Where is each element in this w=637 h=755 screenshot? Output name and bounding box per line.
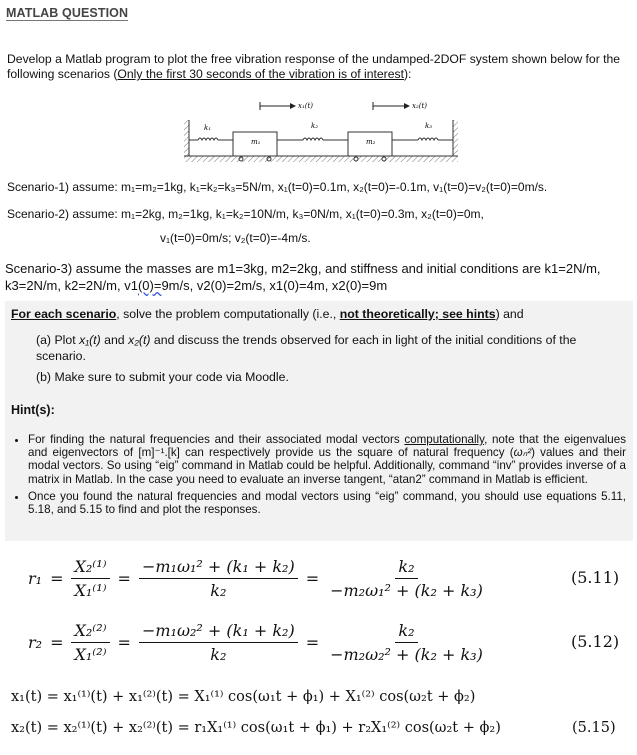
floor [184,156,458,162]
eq511-right [327,557,486,600]
item-a-rest: and discuss the trends observed for each in light of the initial conditions of the scenario. [36,333,577,363]
item-a-prefix: (a) Plot [36,333,80,347]
hint-item-1 [28,433,626,486]
scenario-3-line2 [5,277,633,294]
spring-k3 [392,138,453,140]
eq-number-5-15: (5.15) [572,720,616,736]
eq512-equals-2: = [117,632,131,652]
hint1-underlined: computationally [404,433,485,446]
scenario-1: Scenario-1) assume: m₁=m₂=1kg, k₁=k₂=k₃=5N/m, x₁(t=0)=0.1m, x₂(t=0)=-0.1m, v₁(t=0)=v₂(t=0)=0m/s. [7,180,548,194]
eq512-r2: r₂ [28,632,43,652]
eq511-mid-den: k₂ [210,580,227,600]
intro-text: Develop a Matlab program to plot the free vibration response of the undamped-2DOF system shown below for the following scenarios ( [7,52,621,81]
eq511-right-den: −m₂ω₁² + (k₂ + k₃) [330,580,483,600]
eq512-mid-den: k₂ [210,644,227,664]
spring-k1 [189,138,233,140]
m2-label: m₂ [366,138,376,146]
k3-label: k₃ [425,122,433,130]
eq511-ratio-num: X₂⁽¹⁾ [71,557,109,579]
scenario-3-line1: Scenario-3) assume the masses are m1=3kg, m2=2kg, and stiffness and initial conditions are k1=2N/m, [5,261,601,276]
k1-label: k₁ [204,124,212,132]
hint-item-2: • Once you found the natural frequencies and modal vectors using “eig” command, you should use equations 5.11, 5.18, and 5.15 to find and plot the responses. [28,490,626,516]
eq511-ratio [71,557,109,600]
eq512-middle [139,621,298,664]
lead-underlined: For each scenario [11,307,117,321]
intro-end: ): [403,67,412,81]
eq512-mid-num: −m₁ω₂² + (k₁ + k₂) [139,621,298,643]
scenario-3 [5,260,633,294]
hint1-mid: , note that the eigenvalues and eigenvectors of [m]⁻¹.[k] can respectively provide us the square of natural frequency ( [28,433,626,460]
equation-x1: x₁(t) = x₁⁽¹⁾(t) + x₁⁽²⁾(t) = X₁⁽¹⁾ cos(ω₁t + ϕ₁) + X₁⁽²⁾ cos(ω₂t + ϕ₂) [11,689,476,705]
eq511-middle [139,557,298,600]
m1-label: m₁ [251,138,261,146]
equation-5-12 [28,612,628,672]
s3-part-b: k3=2N/m, k2=2N/m, v1 [5,278,138,293]
item-a [36,333,628,364]
item-a-and: and [100,333,129,347]
spring-k2 [277,138,348,140]
k2-label: k₂ [311,122,319,130]
eq511-ratio-den: X₁⁽¹⁾ [74,580,107,600]
hints-title: Hint(s): [11,403,55,417]
item-a-x2: x₂(t) [128,333,151,347]
eq511-right-num: k₂ [395,557,417,579]
eq512-right-num: k₂ [395,621,417,643]
eq511-equals-3: = [305,568,320,588]
eq511-mid-num: −m₁ω₁² + (k₁ + k₂) [139,557,298,579]
item-b: (b) Make sure to submit your code via Moodle. [36,370,289,384]
scenario-2-line1: Scenario-2) assume: m₁=2kg, m₂=1kg, k₁=k₂=10N/m, k₃=0N/m, x₁(t=0)=0.3m, x₂(t=0)=0m, [7,207,484,221]
eq512-equals-1: = [50,632,64,652]
spring-mass-system-figure [178,96,468,171]
lead-underlined-2: not theoretically; see hints [339,307,496,321]
item-a-x1: x₁(t) [79,333,101,347]
hint1-post: ) values and their modal vectors. So using “eig” command in Matlab could be helpful. Additionally, command “inv” provides inverse of a matrix in Matlab. In the case you need to evaluate an inverse tangent, “atan2” command in Matlab is efficient. [28,446,626,486]
eq512-ratio-num: X₂⁽²⁾ [71,621,109,643]
eq511-equals-1: = [50,568,64,588]
eq512-ratio [71,621,109,664]
eq511-equals-2: = [117,568,131,588]
scenario-2-line2: v₁(t=0)=0m/s; v₂(t=0)=-4m/s. [160,231,311,245]
page-title: MATLAB QUESTION [6,6,129,20]
eq-number-5-11: (5.11) [571,568,620,587]
left-wall [184,120,189,156]
two-dof-diagram [178,96,468,171]
equation-5-11 [28,548,628,608]
hint1-omega: ωₙ² [513,446,532,460]
eq512-ratio-den: X₁⁽²⁾ [74,644,107,664]
right-wall [453,120,458,156]
instruction-lead [11,307,631,323]
s3-part-d: 9m/s, v2(0)=2m/s, x1(0)=4m, x2(0)=9m [161,278,388,293]
x2-label: x₂(t) [412,102,428,110]
eq-number-5-12: (5.12) [571,632,620,651]
eq512-equals-3: = [305,632,320,652]
hint1-pre: For finding the natural frequencies and their associated modal vectors [28,433,405,446]
x1-label: x₁(t) [298,102,314,110]
eq512-right-den: −m₂ω₂² + (k₂ + k₃) [330,644,483,664]
eq511-r1: r₁ [28,568,43,588]
hints-list [6,433,626,520]
lead-mid: , solve the problem computationally (i.e., [116,307,340,321]
lead-end: ) and [495,307,524,321]
equation-x2: x₂(t) = x₂⁽¹⁾(t) + x₂⁽²⁾(t) = r₁X₁⁽¹⁾ cos(ω₁t + ϕ₁) + r₂X₁⁽²⁾ cos(ω₂t + ϕ₂) [11,720,501,736]
eq512-right [327,621,486,664]
intro-underlined: Only the first 30 seconds of the vibration is of interest [117,67,404,81]
s3-part-c: (0)= [137,278,162,293]
intro-paragraph [7,52,632,82]
